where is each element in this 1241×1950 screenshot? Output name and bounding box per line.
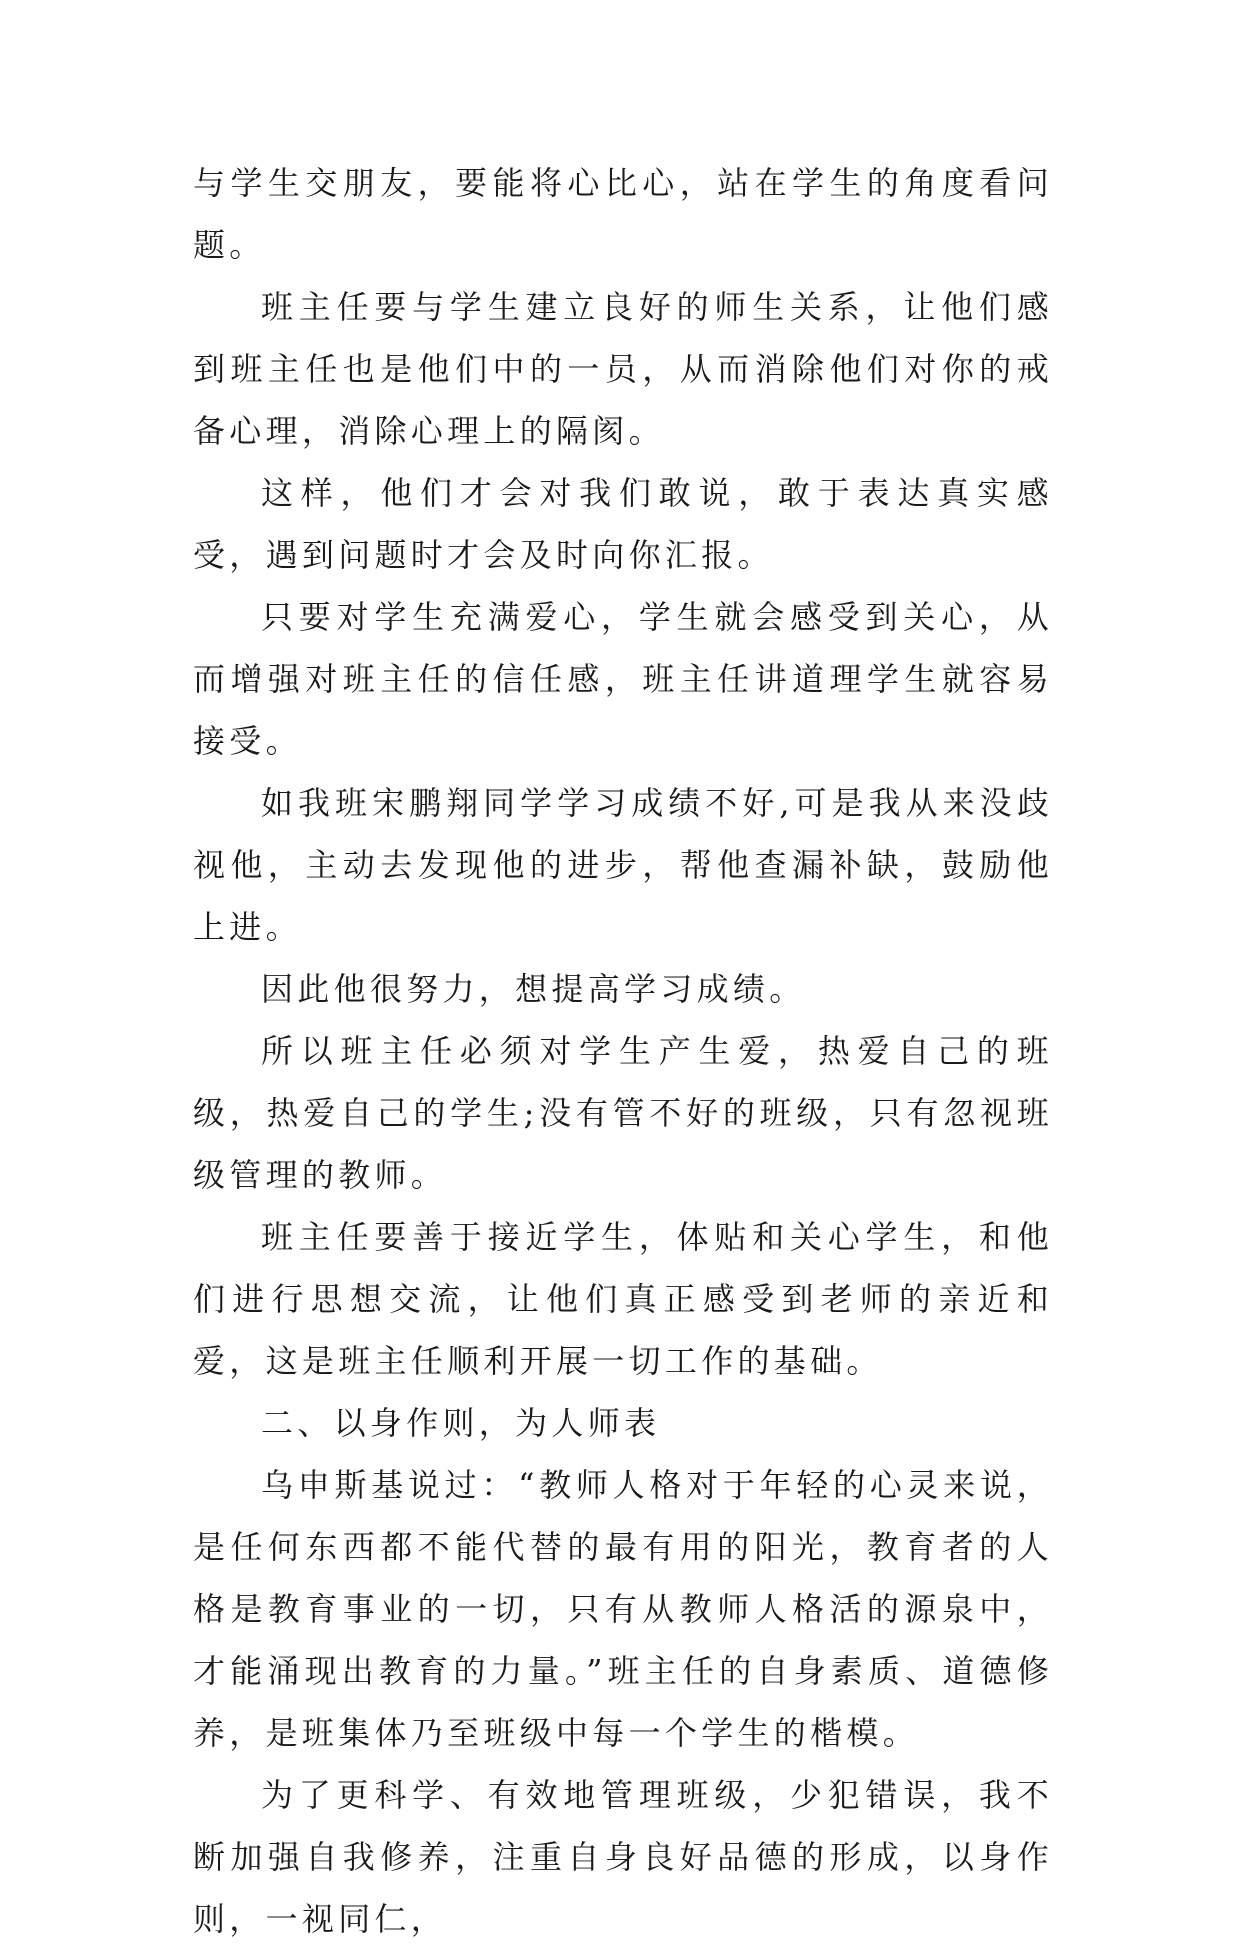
document-body: [193, 152, 1053, 1950]
paragraph: 乌申斯基说过：“教师人格对于年轻的心灵来说，是任何东西都不能代替的最有用的阳光，教育者的人格是教育事业的一切，只有从教师人格活的源泉中，才能涌现出教育的力量。”班主任的自身素质、道德修养，是班集体乃至班级中每一个学生的楷模。: [193, 1466, 1053, 1752]
paragraph: 因此他很努力，想提高学习成绩。: [261, 970, 806, 1008]
section-heading: 二、以身作则，为人师表: [261, 1404, 661, 1442]
paragraph: 为了更科学、有效地管理班级，少犯错误，我不断加强自我修养，注重自身良好品德的形成，以身作则，一视同仁，: [193, 1776, 1053, 1938]
paragraph: 所以班主任必须对学生产生爱，热爱自己的班级，热爱自己的学生;没有管不好的班级，只有忽视班级管理的教师。: [193, 1032, 1053, 1194]
paragraph: 与学生交朋友，要能将心比心，站在学生的角度看问题。: [193, 164, 1053, 264]
paragraph: 如我班宋鹏翔同学学习成绩不好,可是我从来没歧视他，主动去发现他的进步，帮他查漏补缺，鼓励他上进。: [193, 784, 1053, 946]
paragraph: 只要对学生充满爱心，学生就会感受到关心，从而增强对班主任的信任感，班主任讲道理学生就容易接受。: [193, 598, 1053, 760]
paragraph: 这样，他们才会对我们敢说，敢于表达真实感受，遇到问题时才会及时向你汇报。: [193, 474, 1053, 574]
paragraph: 班主任要与学生建立良好的师生关系，让他们感到班主任也是他们中的一员，从而消除他们对你的戒备心理，消除心理上的隔阂。: [193, 288, 1053, 450]
paragraph: 班主任要善于接近学生，体贴和关心学生，和他们进行思想交流，让他们真正感受到老师的亲近和爱，这是班主任顺利开展一切工作的基础。: [193, 1218, 1053, 1380]
